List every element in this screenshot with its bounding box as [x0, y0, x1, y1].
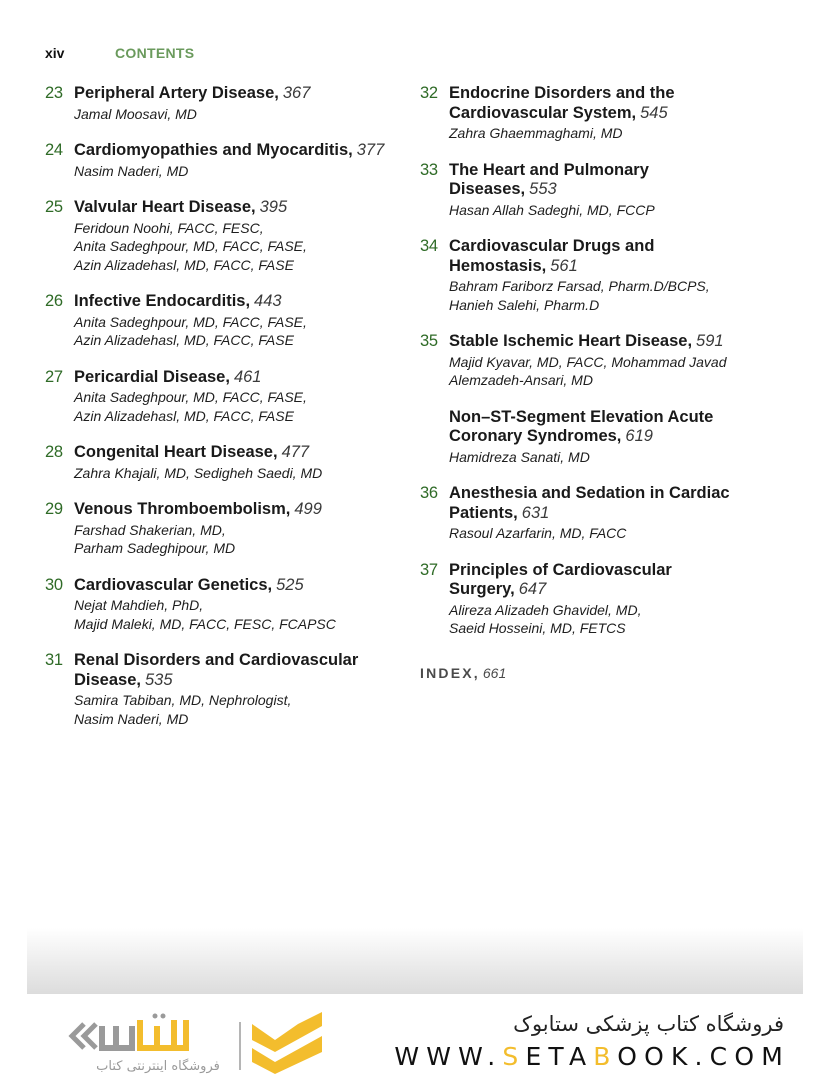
chapter-authors: [74, 464, 405, 483]
entry-body: [449, 408, 780, 467]
scan-shadow-band: [27, 928, 803, 994]
author-line: Nasim Naderi, MD: [74, 162, 189, 179]
toc-entry[interactable]: [45, 84, 405, 123]
double-chevron-left-icon: [72, 1024, 96, 1048]
chapter-title: Non–ST-Segment Elevation Acute: [449, 407, 714, 426]
chapter-title: Congenital Heart Disease, 477: [74, 443, 310, 461]
chapter-authors: [74, 162, 405, 181]
shop-title: فروشگاه کتاب پزشکی ستابوک: [513, 1012, 784, 1036]
chapter-page-number: 631: [521, 503, 550, 522]
chapter-title: Cardiovascular Genetics, 525: [74, 575, 304, 594]
chapter-number: 28: [45, 443, 63, 461]
entry-body: [74, 443, 405, 482]
chapter-title: Venous Thromboembolism, 499: [74, 500, 322, 518]
chapter-title: Peripheral Artery Disease, 367: [74, 84, 311, 102]
chapter-title: The Heart and Pulmonary: [449, 160, 649, 179]
index-page-number: 661: [482, 664, 507, 681]
chapter-number: [420, 408, 449, 467]
chapter-page-number: 647: [518, 580, 547, 598]
author-line: Samira Tabiban, MD, Nephrologist,: [74, 692, 292, 708]
author-line: Feridoun Noohi, FACC, FESC,: [74, 219, 264, 236]
svg-text:فروشگاه اینترنتی کتاب: فروشگاه اینترنتی کتاب: [96, 1059, 220, 1074]
author-line: Hasan Allah Sadeghi, MD, FCCP: [449, 201, 655, 218]
chapter-page-number: 377: [356, 141, 385, 159]
chapter-page-number: 499: [294, 500, 322, 518]
toc-entry[interactable]: [420, 161, 780, 220]
toc-entry[interactable]: [420, 237, 780, 314]
chapter-title: Valvular Heart Disease, 395: [74, 198, 288, 216]
author-line: Zahra Khajali, MD, Sedigheh Saedi, MD: [74, 464, 323, 481]
chapter-authors: [74, 313, 405, 350]
chapter-page-number: 561: [550, 256, 578, 275]
toc-entry[interactable]: [420, 484, 780, 543]
entry-body: [74, 84, 405, 123]
toc-entry[interactable]: [45, 576, 405, 634]
chapter-title: Cardiovascular Drugs and: [449, 237, 655, 255]
chapter-title: Surgery, 647: [449, 580, 547, 598]
toc-entry[interactable]: [45, 651, 405, 728]
chapter-page-number: 367: [282, 84, 311, 102]
shop-url[interactable]: WWW.SETABOOK.COM: [394, 1042, 790, 1071]
chapter-number: 35: [420, 332, 438, 350]
chapter-number: 36: [420, 484, 438, 502]
toc-entry[interactable]: [45, 141, 405, 180]
chapter-page-number: 619: [625, 427, 653, 445]
page-header: [45, 45, 194, 63]
chapter-number: 23: [45, 84, 63, 102]
chapter-authors: [449, 601, 780, 638]
toc-entry[interactable]: [420, 561, 780, 638]
chapter-authors: [449, 201, 780, 220]
chapter-page-number: 477: [281, 443, 310, 461]
toc-entry[interactable]: [45, 500, 405, 558]
chapter-title: Hemostasis, 561: [449, 256, 578, 275]
author-line: Zahra Ghaemmaghami, MD: [449, 125, 623, 141]
entry-body: [74, 141, 405, 180]
author-line: Saeid Hosseini, MD, FETCS: [449, 620, 626, 636]
chapter-title: Infective Endocarditis, 443: [74, 292, 282, 310]
entry-body: [74, 292, 405, 350]
author-line: Nasim Naderi, MD: [74, 710, 189, 727]
chapter-number: 37: [420, 560, 438, 579]
chapter-authors: [74, 388, 405, 425]
entry-body: [74, 651, 405, 728]
author-line: Majid Maleki, MD, FACC, FESC, FCAPSC: [74, 615, 336, 632]
author-line: Anita Sadeghpour, MD, FACC, FASE,: [74, 238, 307, 254]
author-line: Bahram Fariborz Farsad, Pharm.D/BCPS,: [449, 278, 710, 294]
chapter-authors: [74, 596, 405, 633]
toc-left-column: [45, 84, 405, 746]
author-line: Azin Alizadehasl, MD, FACC, FASE: [74, 407, 294, 424]
author-line: Hamidreza Sanati, MD: [449, 448, 590, 465]
index-entry[interactable]: [420, 664, 780, 682]
chapter-title: Principles of Cardiovascular: [449, 560, 672, 579]
chapter-number: 33: [420, 160, 438, 179]
chapter-number: 26: [45, 292, 63, 310]
chapter-page-number: 545: [640, 103, 668, 122]
chapter-title: Pericardial Disease, 461: [74, 367, 262, 386]
entry-body: [74, 576, 405, 634]
chapter-number: 32: [420, 84, 438, 102]
chapter-title: Disease, 535: [74, 670, 173, 689]
author-line: Anita Sadeghpour, MD, FACC, FASE,: [74, 389, 307, 405]
chapter-authors: [449, 124, 780, 143]
toc-entry[interactable]: [420, 408, 780, 467]
page-folio: xiv: [45, 45, 65, 61]
toc-entry[interactable]: [45, 368, 405, 426]
chapter-authors: [74, 219, 405, 275]
author-line: Jamal Moosavi, MD: [74, 105, 197, 122]
toc-entry[interactable]: [45, 443, 405, 482]
author-line: Parham Sadeghipour, MD: [74, 540, 236, 556]
chapter-number: 31: [45, 651, 63, 669]
index-label: INDEX,: [420, 664, 480, 681]
entry-body: [449, 561, 780, 638]
entry-body: [449, 332, 780, 390]
chapter-authors: [449, 353, 780, 390]
author-line: Alemzadeh-Ansari, MD: [449, 372, 593, 388]
author-line: Nejat Mahdieh, PhD,: [74, 597, 204, 613]
chapter-title: Diseases, 553: [449, 180, 557, 198]
chapter-number: 34: [420, 237, 438, 255]
chapter-authors: [449, 448, 780, 467]
chapter-title: Stable Ischemic Heart Disease, 591: [449, 332, 724, 350]
chapter-title: Cardiomyopathies and Myocarditis, 377: [74, 141, 385, 159]
author-line: Alireza Alizadeh Ghavidel, MD,: [449, 601, 642, 618]
entry-body: [449, 161, 780, 220]
entry-body: [74, 368, 405, 426]
entry-body: [449, 84, 780, 143]
chapter-number: 25: [45, 198, 63, 216]
chapter-page-number: 395: [259, 198, 288, 216]
entry-body: [74, 198, 405, 274]
chapter-page-number: 591: [696, 332, 724, 350]
logo-wordmark-yellow: [140, 1020, 186, 1048]
chapter-title: Cardiovascular System, 545: [449, 103, 668, 122]
chapter-page-number: 535: [144, 670, 173, 689]
entry-body: [74, 500, 405, 558]
author-line: Hanieh Salehi, Pharm.D: [449, 296, 600, 313]
chapter-title: Anesthesia and Sedation in Cardiac: [449, 484, 730, 502]
running-head: CONTENTS: [115, 45, 195, 61]
toc-entry[interactable]: [420, 84, 780, 143]
chapter-number: 27: [45, 367, 63, 386]
chapter-authors: [449, 524, 780, 543]
author-line: Anita Sadeghpour, MD, FACC, FASE,: [74, 313, 307, 330]
chapter-number: 24: [45, 141, 63, 159]
chapter-title: Patients, 631: [449, 503, 550, 522]
toc-entry[interactable]: [45, 292, 405, 350]
entry-body: [449, 484, 780, 543]
chapter-page-number: 461: [233, 367, 262, 386]
toc-entry[interactable]: [45, 198, 405, 274]
chapter-number: 30: [45, 575, 63, 594]
toc-right-column: [420, 84, 780, 682]
chapter-page-number: 443: [254, 292, 282, 310]
entry-body: [449, 237, 780, 314]
toc-entry[interactable]: [420, 332, 780, 390]
chapter-authors: [449, 277, 780, 314]
chapter-title: Renal Disorders and Cardiovascular: [74, 651, 359, 669]
chapter-title: Endocrine Disorders and the: [449, 84, 675, 102]
author-line: Rasoul Azarfarin, MD, FACC: [449, 525, 627, 541]
author-line: Farshad Shakerian, MD,: [74, 521, 226, 538]
shelf-chevron-icon: [252, 1012, 322, 1074]
chapter-authors: [74, 105, 405, 124]
chapter-title: Coronary Syndromes, 619: [449, 427, 653, 445]
chapter-number: 29: [45, 500, 63, 518]
chapter-authors: [74, 691, 405, 728]
chapter-authors: [74, 521, 405, 558]
author-line: Azin Alizadehasl, MD, FACC, FASE: [74, 332, 294, 348]
chapter-page-number: 553: [529, 180, 557, 198]
logo-wordmark-gray: [102, 1026, 132, 1048]
author-line: Azin Alizadehasl, MD, FACC, FASE: [74, 256, 294, 273]
setabook-logo: [62, 1012, 327, 1074]
author-line: Majid Kyavar, MD, FACC, Mohammad Javad: [449, 353, 727, 370]
chapter-page-number: 525: [276, 575, 304, 594]
